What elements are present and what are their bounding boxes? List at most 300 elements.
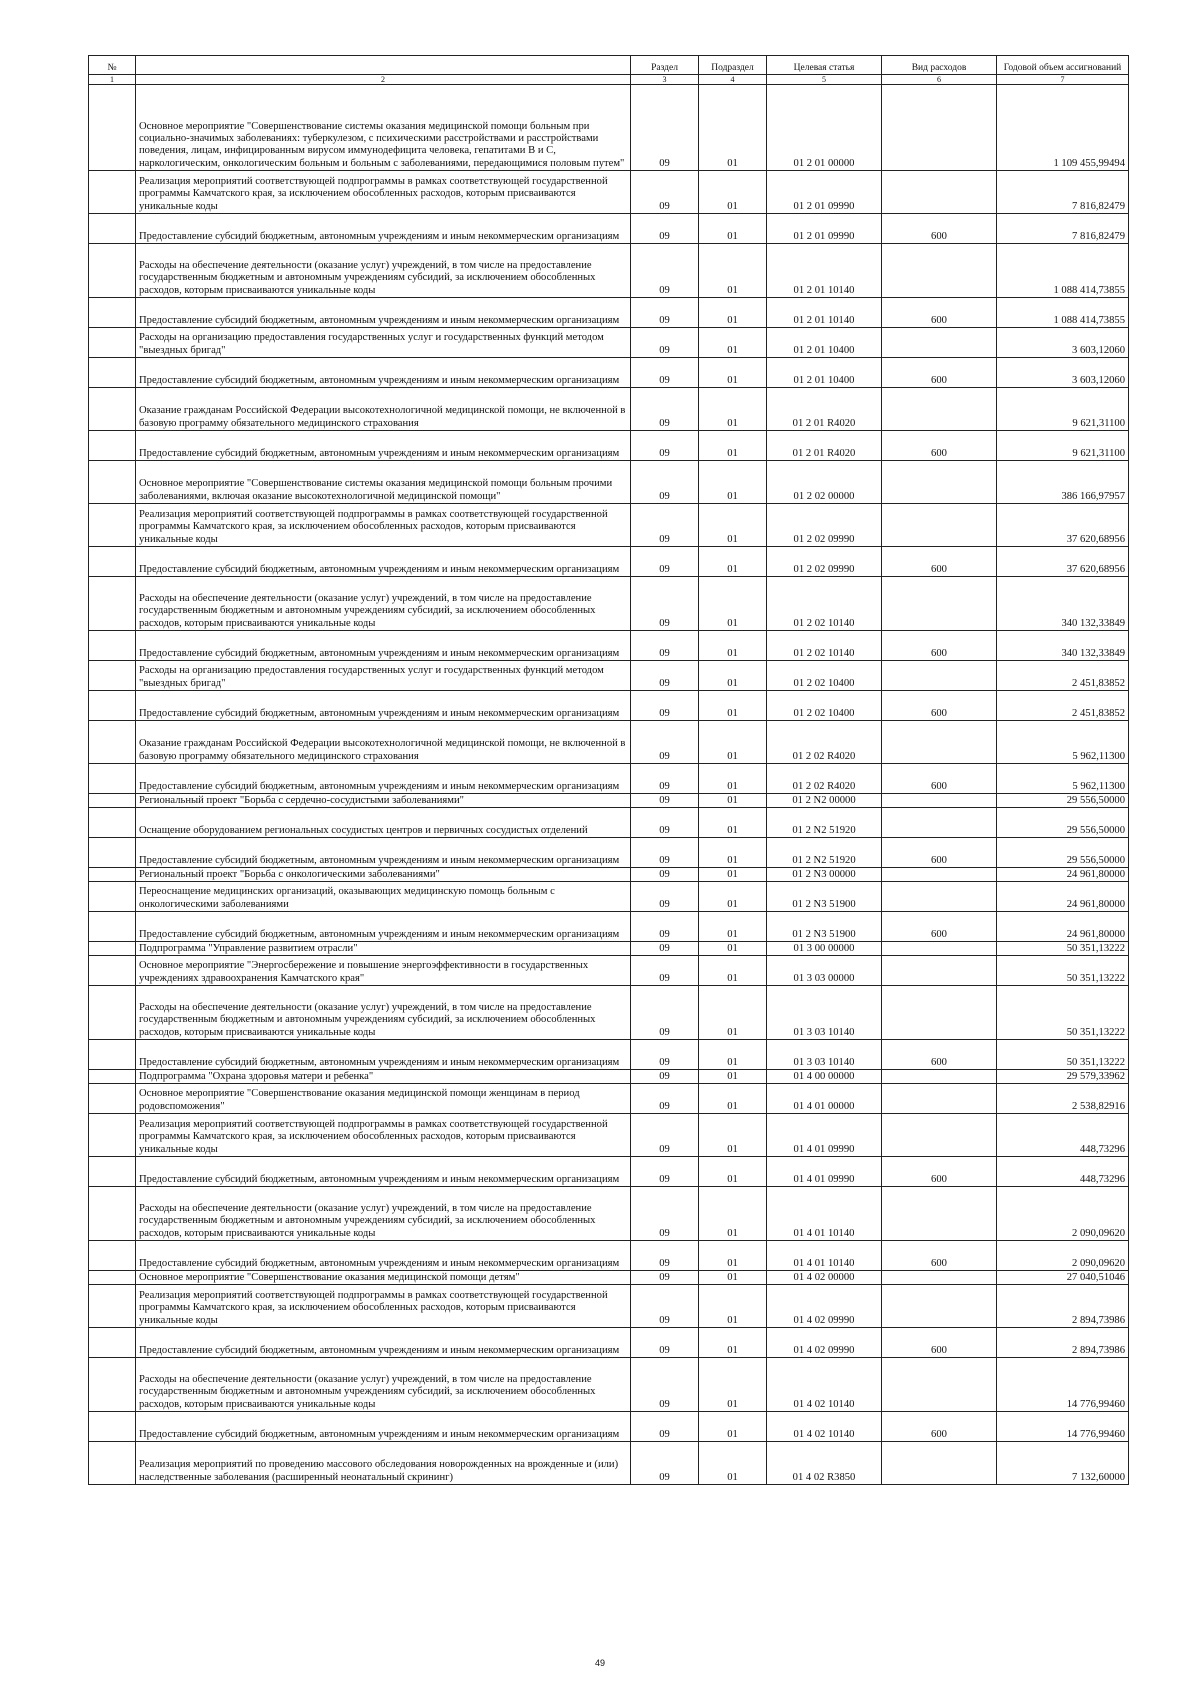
row-razdel-cell: 09 [631,1187,699,1241]
row-article-cell: 01 4 02 R3850 [767,1442,882,1485]
row-name-cell: Предоставление субсидий бюджетным, автономным учреждениям и иным некоммерческим организациям [136,1412,631,1442]
row-name-cell: Предоставление субсидий бюджетным, автономным учреждениям и иным некоммерческим организациям [136,631,631,661]
table-row [89,298,1129,328]
row-article-cell: 01 2 01 10140 [767,298,882,328]
row-expense-type-cell [882,328,997,358]
row-expense-type-cell: 600 [882,1157,997,1187]
row-name-cell: Предоставление субсидий бюджетным, автономным учреждениям и иным некоммерческим организациям [136,764,631,794]
row-number-cell [89,577,136,631]
header-podrazdel: Подраздел [699,56,767,75]
row-amount-cell: 50 351,13222 [997,942,1129,956]
row-name-cell: Основное мероприятие "Совершенствование системы оказания медицинской помощи больным при социально-значимых заболеваниях: туберкулезом, с психическими расстройствами и расстройствами поведения, лицам, инфицированным вирусом иммунодефицита человека, гепатитами В и С, наркологическим, онкологическим больным и больным с заболеваниями, передающимися половым путем" [136,85,631,171]
row-number-cell [89,214,136,244]
row-expense-type-cell [882,942,997,956]
row-razdel-cell: 09 [631,1271,699,1285]
row-expense-type-cell: 600 [882,1328,997,1358]
row-name-cell: Предоставление субсидий бюджетным, автономным учреждениям и иным некоммерческим организациям [136,912,631,942]
column-index: 3 [631,75,699,85]
row-expense-type-cell [882,882,997,912]
row-expense-type-cell [882,1285,997,1328]
row-amount-cell: 14 776,99460 [997,1412,1129,1442]
row-razdel-cell: 09 [631,1241,699,1271]
column-index: 4 [699,75,767,85]
row-expense-type-cell: 600 [882,764,997,794]
row-razdel-cell: 09 [631,85,699,171]
row-expense-type-cell [882,504,997,547]
row-podrazdel-cell: 01 [699,986,767,1040]
row-number-cell [89,882,136,912]
row-name-cell: Основное мероприятие "Совершенствование оказания медицинской помощи женщинам в период родовспоможения" [136,1084,631,1114]
row-podrazdel-cell: 01 [699,808,767,838]
table-row [89,547,1129,577]
row-name-cell: Основное мероприятие "Совершенствование системы оказания медицинской помощи больным прочими заболеваниями, включая оказание высокотехнологичной медицинской помощи" [136,461,631,504]
row-name-cell: Расходы на обеспечение деятельности (оказание услуг) учреждений, в том числе на предоставление государственным бюджетным и автономным учреждениям субсидий, за исключением обособленных расходов, которым присваиваются уникальные коды [136,244,631,298]
column-index: 2 [136,75,631,85]
row-number-cell [89,631,136,661]
row-name-cell: Региональный проект "Борьба с онкологическими заболеваниями" [136,868,631,882]
row-article-cell: 01 4 01 09990 [767,1114,882,1157]
row-expense-type-cell [882,244,997,298]
row-razdel-cell: 09 [631,882,699,912]
table-row [89,794,1129,808]
row-razdel-cell: 09 [631,912,699,942]
table-row [89,171,1129,214]
row-number-cell [89,1358,136,1412]
row-podrazdel-cell: 01 [699,171,767,214]
row-amount-cell: 24 961,80000 [997,882,1129,912]
row-amount-cell: 2 090,09620 [997,1187,1129,1241]
row-number-cell [89,838,136,868]
row-article-cell: 01 4 02 09990 [767,1328,882,1358]
row-razdel-cell: 09 [631,1412,699,1442]
row-name-cell: Предоставление субсидий бюджетным, автономным учреждениям и иным некоммерческим организациям [136,358,631,388]
row-name-cell: Основное мероприятие "Совершенствование оказания медицинской помощи детям" [136,1271,631,1285]
table-row [89,1328,1129,1358]
row-article-cell: 01 2 01 00000 [767,85,882,171]
table-row [89,461,1129,504]
row-expense-type-cell [882,577,997,631]
row-podrazdel-cell: 01 [699,1084,767,1114]
row-razdel-cell: 09 [631,661,699,691]
row-expense-type-cell [882,794,997,808]
row-podrazdel-cell: 01 [699,691,767,721]
row-podrazdel-cell: 01 [699,85,767,171]
row-article-cell: 01 2 N3 51900 [767,882,882,912]
budget-table-sheet [88,55,1128,1485]
row-name-cell: Расходы на обеспечение деятельности (оказание услуг) учреждений, в том числе на предоставление государственным бюджетным и автономным учреждениям субсидий, за исключением обособленных расходов, которым присваиваются уникальные коды [136,1358,631,1412]
table-row [89,358,1129,388]
header-expense-type: Вид расходов [882,56,997,75]
header-razdel: Раздел [631,56,699,75]
row-expense-type-cell [882,721,997,764]
row-name-cell: Предоставление субсидий бюджетным, автономным учреждениям и иным некоммерческим организациям [136,691,631,721]
row-article-cell: 01 4 00 00000 [767,1070,882,1084]
row-article-cell: 01 2 02 09990 [767,547,882,577]
table-row [89,1040,1129,1070]
row-podrazdel-cell: 01 [699,298,767,328]
table-row [89,504,1129,547]
row-amount-cell: 340 132,33849 [997,577,1129,631]
row-amount-cell: 14 776,99460 [997,1358,1129,1412]
row-article-cell: 01 4 02 00000 [767,1271,882,1285]
header-row [89,56,1129,75]
row-expense-type-cell [882,956,997,986]
row-podrazdel-cell: 01 [699,1187,767,1241]
row-name-cell: Основное мероприятие "Энергосбережение и повышение энергоэффективности в государственных учреждениях здравоохранения Камчатского края" [136,956,631,986]
row-number-cell [89,1271,136,1285]
row-number-cell [89,764,136,794]
row-razdel-cell: 09 [631,1114,699,1157]
row-razdel-cell: 09 [631,504,699,547]
row-name-cell: Реализация мероприятий соответствующей подпрограммы в рамках соответствующей государственной программы Камчатского края, за исключением обособленных расходов, которым присваиваются уникальные коды [136,504,631,547]
row-razdel-cell: 09 [631,1157,699,1187]
row-podrazdel-cell: 01 [699,1358,767,1412]
row-name-cell: Региональный проект "Борьба с сердечно-сосудистыми заболеваниями" [136,794,631,808]
row-amount-cell: 3 603,12060 [997,328,1129,358]
row-number-cell [89,85,136,171]
table-row [89,1070,1129,1084]
row-razdel-cell: 09 [631,214,699,244]
table-row [89,912,1129,942]
row-podrazdel-cell: 01 [699,244,767,298]
row-podrazdel-cell: 01 [699,547,767,577]
table-row [89,1084,1129,1114]
table-row [89,956,1129,986]
row-podrazdel-cell: 01 [699,1070,767,1084]
row-number-cell [89,868,136,882]
row-razdel-cell: 09 [631,691,699,721]
column-index: 5 [767,75,882,85]
row-name-cell: Предоставление субсидий бюджетным, автономным учреждениям и иным некоммерческим организациям [136,298,631,328]
row-razdel-cell: 09 [631,1358,699,1412]
row-number-cell [89,956,136,986]
row-article-cell: 01 2 02 10400 [767,661,882,691]
column-index: 1 [89,75,136,85]
row-number-cell [89,1157,136,1187]
row-razdel-cell: 09 [631,986,699,1040]
row-razdel-cell: 09 [631,1070,699,1084]
row-razdel-cell: 09 [631,956,699,986]
row-number-cell [89,794,136,808]
row-expense-type-cell: 600 [882,912,997,942]
row-name-cell: Переоснащение медицинских организаций, оказывающих медицинскую помощь больным с онкологическими заболеваниями [136,882,631,912]
header-number: № [89,56,136,75]
row-number-cell [89,388,136,431]
row-name-cell: Расходы на организацию предоставления государственных услуг и государственных функций методом "выездных бригад" [136,661,631,691]
row-name-cell: Оказание гражданам Российской Федерации высокотехнологичной медицинской помощи, не включенной в базовую программу обязательного медицинского страхования [136,721,631,764]
row-article-cell: 01 2 01 10140 [767,244,882,298]
row-article-cell: 01 2 01 R4020 [767,431,882,461]
row-expense-type-cell [882,85,997,171]
row-amount-cell: 448,73296 [997,1114,1129,1157]
table-row [89,838,1129,868]
row-amount-cell: 5 962,11300 [997,764,1129,794]
row-article-cell: 01 2 01 10400 [767,358,882,388]
row-number-cell [89,1040,136,1070]
row-article-cell: 01 3 03 10140 [767,1040,882,1070]
row-razdel-cell: 09 [631,298,699,328]
row-podrazdel-cell: 01 [699,214,767,244]
column-index: 6 [882,75,997,85]
row-number-cell [89,1084,136,1114]
table-row [89,214,1129,244]
table-row [89,577,1129,631]
table-row [89,661,1129,691]
row-podrazdel-cell: 01 [699,794,767,808]
row-amount-cell: 2 538,82916 [997,1084,1129,1114]
row-number-cell [89,986,136,1040]
row-amount-cell: 27 040,51046 [997,1271,1129,1285]
row-podrazdel-cell: 01 [699,431,767,461]
row-amount-cell: 37 620,68956 [997,504,1129,547]
row-article-cell: 01 2 N3 51900 [767,912,882,942]
row-article-cell: 01 2 02 10400 [767,691,882,721]
row-podrazdel-cell: 01 [699,912,767,942]
table-row [89,942,1129,956]
row-razdel-cell: 09 [631,577,699,631]
table-row [89,721,1129,764]
header-name [136,56,631,75]
row-expense-type-cell [882,868,997,882]
row-podrazdel-cell: 01 [699,868,767,882]
row-name-cell: Реализация мероприятий соответствующей подпрограммы в рамках соответствующей государственной программы Камчатского края, за исключением обособленных расходов, которым присваиваются уникальные коды [136,171,631,214]
row-name-cell: Расходы на обеспечение деятельности (оказание услуг) учреждений, в том числе на предоставление государственным бюджетным и автономным учреждениям субсидий, за исключением обособленных расходов, которым присваиваются уникальные коды [136,1187,631,1241]
table-row [89,1157,1129,1187]
table-row [89,1358,1129,1412]
table-row [89,85,1129,171]
row-article-cell: 01 2 01 09990 [767,171,882,214]
row-number-cell [89,691,136,721]
row-article-cell: 01 4 02 10140 [767,1412,882,1442]
row-expense-type-cell: 600 [882,431,997,461]
column-index-row [89,75,1129,85]
row-expense-type-cell: 600 [882,1241,997,1271]
row-razdel-cell: 09 [631,1084,699,1114]
row-podrazdel-cell: 01 [699,461,767,504]
row-amount-cell: 50 351,13222 [997,986,1129,1040]
row-podrazdel-cell: 01 [699,764,767,794]
row-name-cell: Предоставление субсидий бюджетным, автономным учреждениям и иным некоммерческим организациям [136,1157,631,1187]
table-row [89,244,1129,298]
row-number-cell [89,298,136,328]
row-number-cell [89,547,136,577]
table-row [89,986,1129,1040]
row-article-cell: 01 2 02 R4020 [767,764,882,794]
row-amount-cell: 29 556,50000 [997,794,1129,808]
row-podrazdel-cell: 01 [699,1040,767,1070]
row-article-cell: 01 4 01 10140 [767,1241,882,1271]
row-expense-type-cell [882,1114,997,1157]
row-article-cell: 01 4 01 00000 [767,1084,882,1114]
table-row [89,868,1129,882]
row-amount-cell: 2 894,73986 [997,1285,1129,1328]
row-podrazdel-cell: 01 [699,1157,767,1187]
row-razdel-cell: 09 [631,1040,699,1070]
row-article-cell: 01 2 02 10140 [767,577,882,631]
row-name-cell: Предоставление субсидий бюджетным, автономным учреждениям и иным некоммерческим организациям [136,214,631,244]
row-amount-cell: 3 603,12060 [997,358,1129,388]
row-number-cell [89,912,136,942]
table-row [89,388,1129,431]
row-name-cell: Оснащение оборудованием региональных сосудистых центров и первичных сосудистых отделений [136,808,631,838]
row-article-cell: 01 2 N2 51920 [767,838,882,868]
row-amount-cell: 7 816,82479 [997,171,1129,214]
row-article-cell: 01 2 02 00000 [767,461,882,504]
table-row [89,1285,1129,1328]
row-podrazdel-cell: 01 [699,358,767,388]
row-expense-type-cell: 600 [882,691,997,721]
table-row [89,1187,1129,1241]
table-row [89,1114,1129,1157]
row-number-cell [89,1412,136,1442]
row-podrazdel-cell: 01 [699,882,767,912]
row-razdel-cell: 09 [631,328,699,358]
row-expense-type-cell [882,661,997,691]
row-amount-cell: 50 351,13222 [997,956,1129,986]
row-name-cell: Предоставление субсидий бюджетным, автономным учреждениям и иным некоммерческим организациям [136,1040,631,1070]
row-amount-cell: 1 088 414,73855 [997,298,1129,328]
row-number-cell [89,504,136,547]
row-name-cell: Предоставление субсидий бюджетным, автономным учреждениям и иным некоммерческим организациям [136,547,631,577]
row-razdel-cell: 09 [631,794,699,808]
row-expense-type-cell: 600 [882,358,997,388]
row-podrazdel-cell: 01 [699,956,767,986]
row-expense-type-cell [882,1187,997,1241]
table-body [89,85,1129,1485]
column-index: 7 [997,75,1129,85]
row-name-cell: Предоставление субсидий бюджетным, автономным учреждениям и иным некоммерческим организациям [136,1241,631,1271]
row-expense-type-cell: 600 [882,214,997,244]
row-name-cell: Расходы на обеспечение деятельности (оказание услуг) учреждений, в том числе на предоставление государственным бюджетным и автономным учреждениям субсидий, за исключением обособленных расходов, которым присваиваются уникальные коды [136,986,631,1040]
row-number-cell [89,1114,136,1157]
row-podrazdel-cell: 01 [699,328,767,358]
row-podrazdel-cell: 01 [699,577,767,631]
row-name-cell: Расходы на организацию предоставления государственных услуг и государственных функций методом "выездных бригад" [136,328,631,358]
row-razdel-cell: 09 [631,461,699,504]
row-number-cell [89,1187,136,1241]
header-annual-amount: Годовой объем ассигнований [997,56,1129,75]
row-expense-type-cell: 600 [882,631,997,661]
row-podrazdel-cell: 01 [699,1328,767,1358]
row-podrazdel-cell: 01 [699,388,767,431]
row-article-cell: 01 2 01 R4020 [767,388,882,431]
row-razdel-cell: 09 [631,431,699,461]
row-expense-type-cell [882,808,997,838]
row-number-cell [89,461,136,504]
row-expense-type-cell: 600 [882,1040,997,1070]
row-article-cell: 01 3 03 10140 [767,986,882,1040]
row-article-cell: 01 2 01 10400 [767,328,882,358]
row-podrazdel-cell: 01 [699,1412,767,1442]
row-expense-type-cell [882,461,997,504]
row-number-cell [89,171,136,214]
row-razdel-cell: 09 [631,838,699,868]
row-name-cell: Предоставление субсидий бюджетным, автономным учреждениям и иным некоммерческим организациям [136,838,631,868]
row-razdel-cell: 09 [631,358,699,388]
row-podrazdel-cell: 01 [699,631,767,661]
row-amount-cell: 50 351,13222 [997,1040,1129,1070]
row-razdel-cell: 09 [631,942,699,956]
row-podrazdel-cell: 01 [699,1442,767,1485]
row-razdel-cell: 09 [631,808,699,838]
row-amount-cell: 1 109 455,99494 [997,85,1129,171]
row-number-cell [89,431,136,461]
row-amount-cell: 29 579,33962 [997,1070,1129,1084]
row-expense-type-cell [882,1271,997,1285]
table-row [89,328,1129,358]
row-expense-type-cell: 600 [882,1412,997,1442]
row-article-cell: 01 3 03 00000 [767,956,882,986]
row-razdel-cell: 09 [631,721,699,764]
row-amount-cell: 1 088 414,73855 [997,244,1129,298]
row-amount-cell: 2 451,83852 [997,661,1129,691]
row-number-cell [89,808,136,838]
row-podrazdel-cell: 01 [699,661,767,691]
row-amount-cell: 7 816,82479 [997,214,1129,244]
row-number-cell [89,721,136,764]
row-article-cell: 01 2 N2 51920 [767,808,882,838]
table-row [89,1241,1129,1271]
row-amount-cell: 7 132,60000 [997,1442,1129,1485]
table-row [89,431,1129,461]
row-razdel-cell: 09 [631,631,699,661]
table-row [89,1271,1129,1285]
row-amount-cell: 9 621,31100 [997,431,1129,461]
table-row [89,1442,1129,1485]
row-article-cell: 01 2 02 10140 [767,631,882,661]
row-amount-cell: 386 166,97957 [997,461,1129,504]
row-article-cell: 01 4 01 10140 [767,1187,882,1241]
row-number-cell [89,358,136,388]
row-number-cell [89,1442,136,1485]
row-podrazdel-cell: 01 [699,504,767,547]
row-name-cell: Подпрограмма "Охрана здоровья матери и ребенка" [136,1070,631,1084]
row-article-cell: 01 2 02 09990 [767,504,882,547]
table-row [89,882,1129,912]
row-razdel-cell: 09 [631,388,699,431]
row-number-cell [89,328,136,358]
row-expense-type-cell [882,1358,997,1412]
row-name-cell: Оказание гражданам Российской Федерации высокотехнологичной медицинской помощи, не включенной в базовую программу обязательного медицинского страхования [136,388,631,431]
row-podrazdel-cell: 01 [699,1285,767,1328]
row-expense-type-cell [882,1084,997,1114]
row-article-cell: 01 2 N2 00000 [767,794,882,808]
row-razdel-cell: 09 [631,1442,699,1485]
row-amount-cell: 29 556,50000 [997,808,1129,838]
row-expense-type-cell: 600 [882,547,997,577]
row-number-cell [89,661,136,691]
row-razdel-cell: 09 [631,1285,699,1328]
row-article-cell: 01 4 01 09990 [767,1157,882,1187]
row-razdel-cell: 09 [631,868,699,882]
row-expense-type-cell [882,986,997,1040]
row-amount-cell: 2 451,83852 [997,691,1129,721]
row-expense-type-cell [882,171,997,214]
row-podrazdel-cell: 01 [699,1114,767,1157]
table-row [89,764,1129,794]
row-amount-cell: 29 556,50000 [997,838,1129,868]
row-amount-cell: 24 961,80000 [997,868,1129,882]
budget-allocation-table [88,55,1129,1485]
row-number-cell [89,1070,136,1084]
row-number-cell [89,1285,136,1328]
row-podrazdel-cell: 01 [699,1271,767,1285]
row-podrazdel-cell: 01 [699,942,767,956]
row-expense-type-cell: 600 [882,298,997,328]
row-podrazdel-cell: 01 [699,721,767,764]
row-number-cell [89,942,136,956]
row-name-cell: Расходы на обеспечение деятельности (оказание услуг) учреждений, в том числе на предоставление государственным бюджетным и автономным учреждениям субсидий, за исключением обособленных расходов, которым присваиваются уникальные коды [136,577,631,631]
